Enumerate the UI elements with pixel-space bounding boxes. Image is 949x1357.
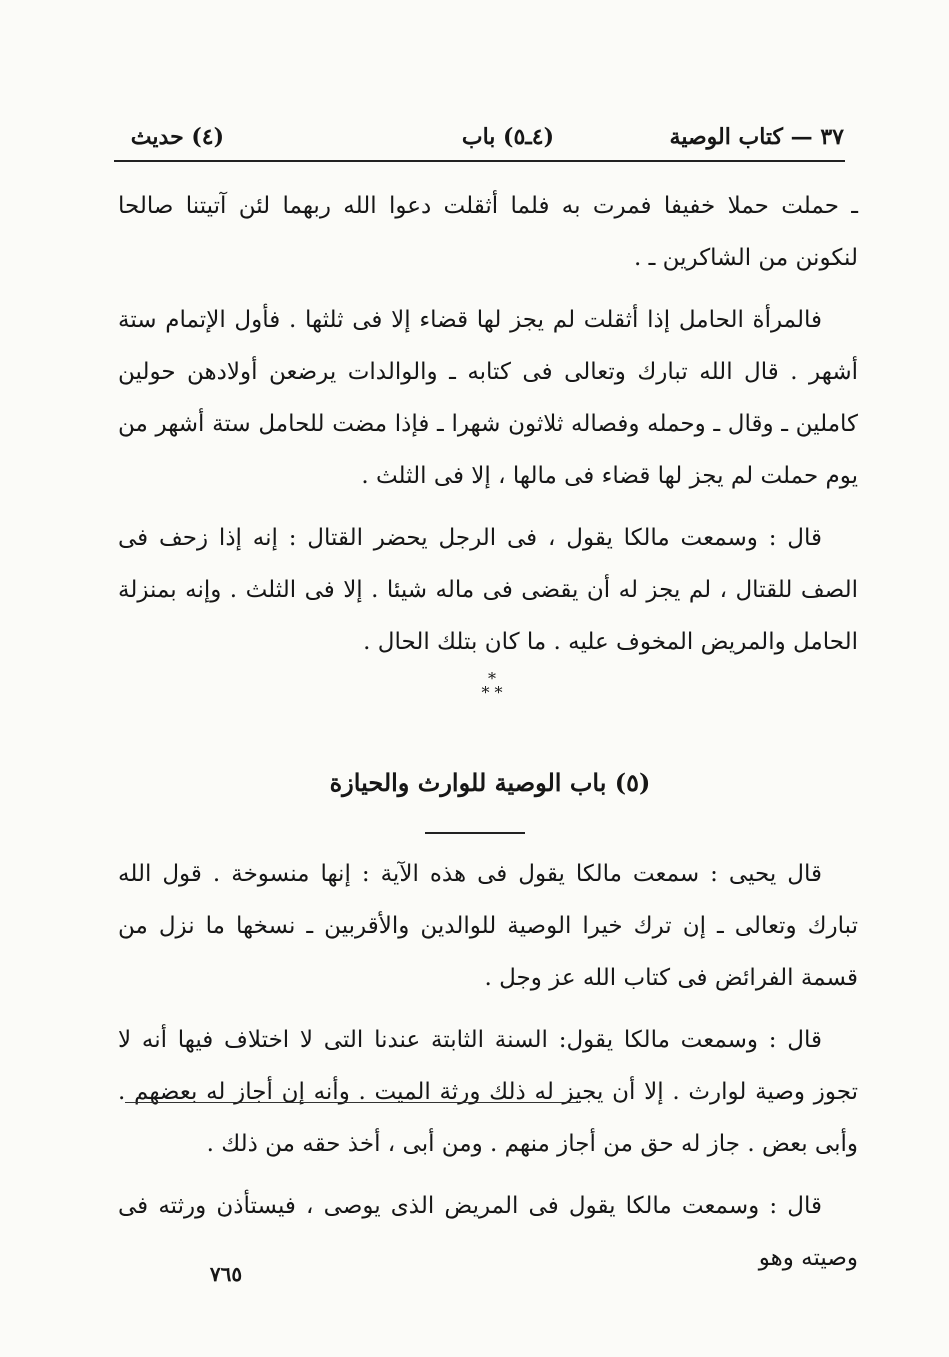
section-separator: * * * [481, 669, 503, 702]
paragraph-bequest-heir: قال : وسمعت مالكا يقول: السنة الثابتة عندنا التى لا اختلاف فيها أنه لا تجوز وصية لوارث . إلا أن يجيز له ذلك ورثة الميت . وأنه إن أجاز له بعضهم . وأبى بعض . جاز له حق من أجاز منهم . ومن أبى ، أخذ حقه من ذلك . [118, 1027, 858, 1157]
header-hadith-label: (٤) حديث [130, 124, 224, 150]
handwritten-underline [125, 1102, 580, 1103]
header-section-label: (٤ـ٥) باب [461, 124, 554, 150]
header-rule [114, 160, 845, 162]
chapter-title: (٥) باب الوصية للوارث والحيازة [329, 768, 651, 797]
paragraph-sick-person: قال : وسمعت مالكا يقول فى المريض الذى يوصى ، فيستأذن ورثته فى وصيته وهو [118, 1193, 858, 1271]
paragraph-abrogated-verse: قال يحيى : سمعت مالكا يقول فى هذه الآية : إنها منسوخة . قول الله تبارك وتعالى ـ إن ترك خيرا الوصية للوالدين والأقربين ـ نسخها ما نزل من قسمة الفرائض فى كتاب الله عز وجل . [118, 861, 858, 991]
header-chapter-title: ٣٧ — كتاب الوصية [669, 124, 844, 150]
chapter-rule [425, 832, 525, 834]
page-number: ٧٦٥ [209, 1262, 243, 1286]
bottom-text-block [118, 848, 858, 1284]
running-header [114, 118, 844, 158]
top-text-block [118, 180, 858, 668]
paragraph-pregnant-woman: فالمرأة الحامل إذا أثقلت لم يجز لها قضاء إلا فى ثلثها . فأول الإتمام ستة أشهر . قال الله تبارك وتعالى فى كتابه ـ والوالدات يرضعن أولادهن حولين كاملين ـ وقال ـ وحمله وفصاله ثلاثون شهرا ـ فإذا مضت للحامل ستة أشهر من يوم حملت لم يجز لها قضاء فى مالها ، إلا فى الثلث . [118, 307, 858, 489]
paragraph-verse: ـ حملت حملا خفيفا فمرت به فلما أثقلت دعوا الله ربهما لئن آتيتنا صالحا لنكونن من الشاكرين ـ . [118, 193, 858, 271]
paragraph-battle: قال : وسمعت مالكا يقول ، فى الرجل يحضر القتال : إنه إذا زحف فى الصف للقتال ، لم يجز له أن يقضى فى ماله شيئا . إلا فى الثلث . وإنه بمنزلة الحامل والمريض المخوف عليه . ما كان بتلك الحال . [118, 525, 858, 655]
